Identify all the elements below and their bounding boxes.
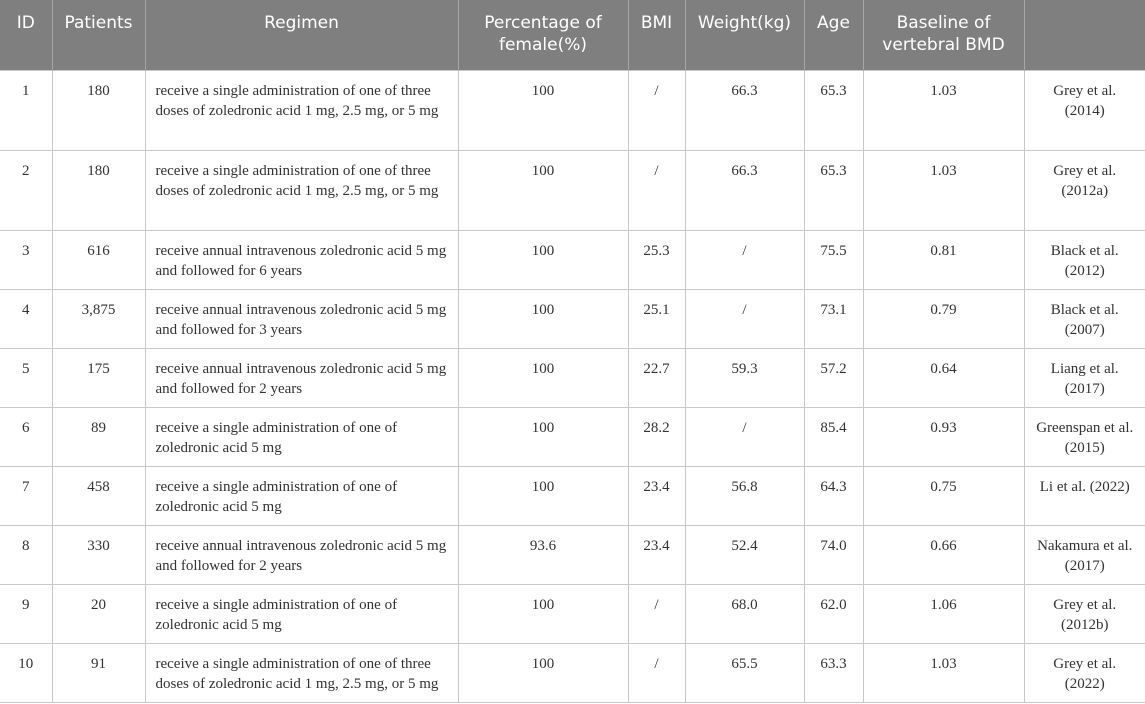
cell-weight: 68.0 [685, 584, 804, 643]
header-baseline-bmd: Baseline of vertebral BMD [863, 0, 1024, 70]
cell-regimen: receive annual intravenous zoledronic acid 5 mg and followed for 3 years [145, 289, 458, 348]
cell-bmi: / [628, 643, 685, 702]
cell-id: 6 [0, 407, 52, 466]
cell-regimen: receive a single administration of one of zoledronic acid 5 mg [145, 584, 458, 643]
table-row [0, 230, 1145, 289]
cell-weight: / [685, 230, 804, 289]
cell-reference: Nakamura et al. (2017) [1024, 525, 1145, 584]
cell-regimen: receive a single administration of one of zoledronic acid 5 mg [145, 407, 458, 466]
header-row [0, 0, 1145, 70]
cell-id: 5 [0, 348, 52, 407]
header-reference [1024, 0, 1145, 70]
cell-id: 9 [0, 584, 52, 643]
cell-weight: 52.4 [685, 525, 804, 584]
cell-bmi: / [628, 150, 685, 230]
cell-bmi: 25.1 [628, 289, 685, 348]
cell-patients: 89 [52, 407, 145, 466]
table-row [0, 70, 1145, 150]
cell-weight: / [685, 407, 804, 466]
cell-age: 65.3 [804, 150, 863, 230]
cell-weight: 66.3 [685, 150, 804, 230]
cell-female: 100 [458, 466, 628, 525]
cell-weight: 59.3 [685, 348, 804, 407]
cell-female: 100 [458, 584, 628, 643]
cell-patients: 458 [52, 466, 145, 525]
header-regimen: Regimen [145, 0, 458, 70]
cell-patients: 330 [52, 525, 145, 584]
header-bmi: BMI [628, 0, 685, 70]
cell-bmd: 0.93 [863, 407, 1024, 466]
header-patients: Patients [52, 0, 145, 70]
cell-female: 100 [458, 643, 628, 702]
cell-regimen: receive annual intravenous zoledronic acid 5 mg and followed for 2 years [145, 348, 458, 407]
cell-bmi: 23.4 [628, 466, 685, 525]
cell-regimen: receive a single administration of one of three doses of zoledronic acid 1 mg, 2.5 mg, or 5 mg [145, 70, 458, 150]
cell-reference: Black et al. (2012) [1024, 230, 1145, 289]
cell-bmd: 0.75 [863, 466, 1024, 525]
cell-bmi: / [628, 584, 685, 643]
cell-bmi: / [628, 70, 685, 150]
cell-age: 75.5 [804, 230, 863, 289]
cell-bmd: 1.03 [863, 70, 1024, 150]
table-row [0, 348, 1145, 407]
cell-age: 63.3 [804, 643, 863, 702]
cell-id: 10 [0, 643, 52, 702]
cell-weight: 56.8 [685, 466, 804, 525]
header-weight: Weight(kg) [685, 0, 804, 70]
cell-female: 100 [458, 150, 628, 230]
cell-patients: 180 [52, 70, 145, 150]
cell-patients: 3,875 [52, 289, 145, 348]
table-row [0, 466, 1145, 525]
cell-patients: 20 [52, 584, 145, 643]
cell-patients: 175 [52, 348, 145, 407]
cell-female: 100 [458, 407, 628, 466]
cell-bmd: 1.06 [863, 584, 1024, 643]
cell-reference: Black et al. (2007) [1024, 289, 1145, 348]
cell-age: 64.3 [804, 466, 863, 525]
table-row [0, 643, 1145, 702]
cell-regimen: receive a single administration of one of three doses of zoledronic acid 1 mg, 2.5 mg, or 5 mg [145, 150, 458, 230]
cell-regimen: receive a single administration of one of zoledronic acid 5 mg [145, 466, 458, 525]
cell-id: 7 [0, 466, 52, 525]
cell-age: 65.3 [804, 70, 863, 150]
cell-bmi: 28.2 [628, 407, 685, 466]
cell-id: 3 [0, 230, 52, 289]
cell-bmd: 0.81 [863, 230, 1024, 289]
cell-patients: 91 [52, 643, 145, 702]
cell-reference: Greenspan et al. (2015) [1024, 407, 1145, 466]
header-female-percentage: Percentage of female(%) [458, 0, 628, 70]
cell-weight: 66.3 [685, 70, 804, 150]
cell-bmd: 0.66 [863, 525, 1024, 584]
cell-bmd: 0.79 [863, 289, 1024, 348]
cell-patients: 180 [52, 150, 145, 230]
cell-age: 73.1 [804, 289, 863, 348]
cell-female: 100 [458, 70, 628, 150]
table-row [0, 407, 1145, 466]
cell-id: 1 [0, 70, 52, 150]
cell-id: 2 [0, 150, 52, 230]
cell-female: 100 [458, 348, 628, 407]
cell-reference: Li et al. (2022) [1024, 466, 1145, 525]
cell-regimen: receive annual intravenous zoledronic acid 5 mg and followed for 6 years [145, 230, 458, 289]
cell-weight: / [685, 289, 804, 348]
cell-age: 74.0 [804, 525, 863, 584]
header-age: Age [804, 0, 863, 70]
cell-reference: Grey et al. (2022) [1024, 643, 1145, 702]
cell-female: 100 [458, 289, 628, 348]
cell-female: 93.6 [458, 525, 628, 584]
cell-reference: Grey et al. (2012b) [1024, 584, 1145, 643]
table-row [0, 289, 1145, 348]
cell-weight: 65.5 [685, 643, 804, 702]
cell-reference: Grey et al. (2014) [1024, 70, 1145, 150]
cell-regimen: receive a single administration of one of three doses of zoledronic acid 1 mg, 2.5 mg, or 5 mg [145, 643, 458, 702]
cell-age: 85.4 [804, 407, 863, 466]
cell-regimen: receive annual intravenous zoledronic acid 5 mg and followed for 2 years [145, 525, 458, 584]
cell-bmd: 0.64 [863, 348, 1024, 407]
cell-age: 62.0 [804, 584, 863, 643]
table-row [0, 150, 1145, 230]
header-id: ID [0, 0, 52, 70]
cell-bmd: 1.03 [863, 643, 1024, 702]
cell-age: 57.2 [804, 348, 863, 407]
cell-patients: 616 [52, 230, 145, 289]
cell-reference: Grey et al. (2012a) [1024, 150, 1145, 230]
cell-bmi: 23.4 [628, 525, 685, 584]
table-row [0, 584, 1145, 643]
cell-id: 8 [0, 525, 52, 584]
cell-bmi: 22.7 [628, 348, 685, 407]
table-row [0, 525, 1145, 584]
cell-bmd: 1.03 [863, 150, 1024, 230]
cell-female: 100 [458, 230, 628, 289]
cell-bmi: 25.3 [628, 230, 685, 289]
cell-id: 4 [0, 289, 52, 348]
cell-reference: Liang et al. (2017) [1024, 348, 1145, 407]
